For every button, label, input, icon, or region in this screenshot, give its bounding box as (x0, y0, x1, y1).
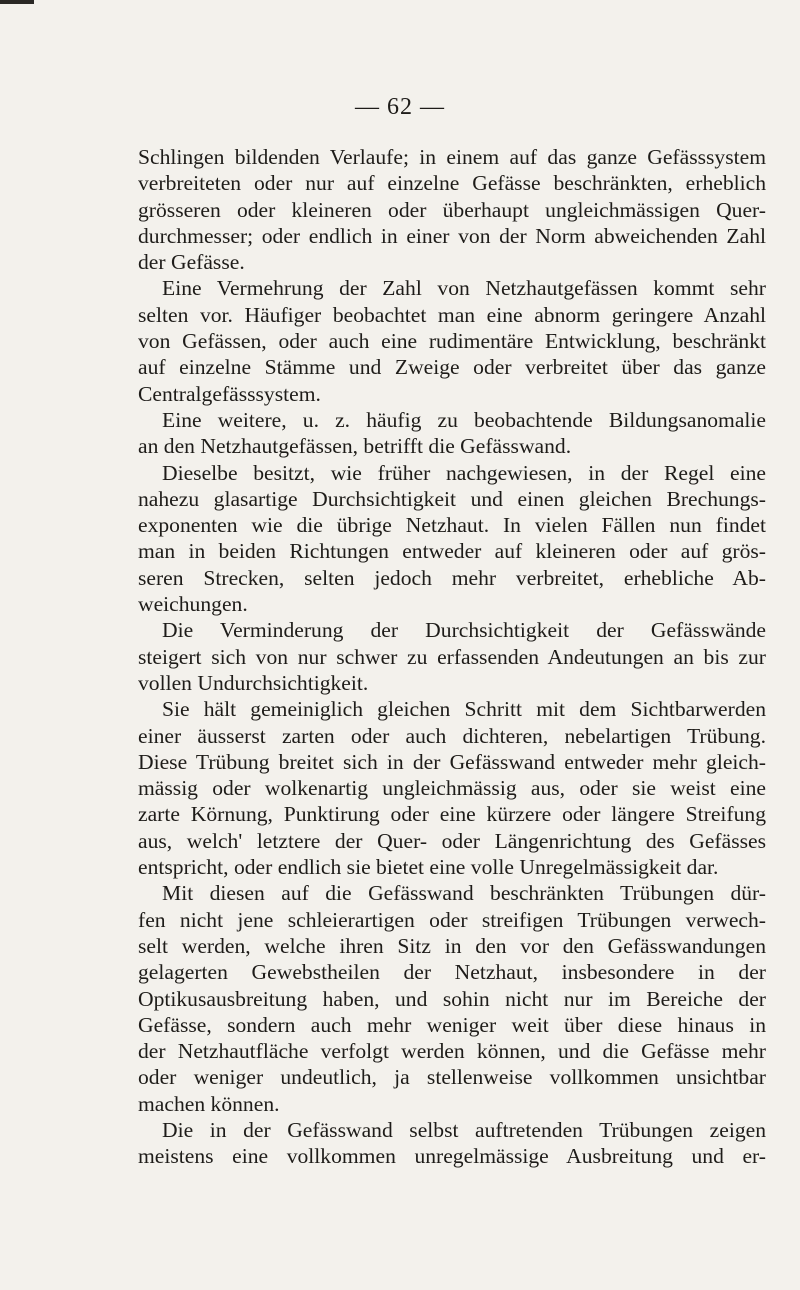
text-line: machen können. (138, 1091, 280, 1116)
text-line: vollen Undurchsichtigkeit. (138, 670, 369, 695)
paragraph (138, 1117, 766, 1170)
text-line: mässig oder wolkenartig ungleichmässig aus, oder sie weist eine (138, 776, 766, 801)
text-line: weichungen. (138, 592, 248, 617)
text-line: zarte Körnung, Punktirung oder eine kürzere oder längere Streifung (138, 802, 766, 827)
text-line: gelagerten Gewebstheilen der Netzhaut, insbesondere in der (138, 960, 766, 985)
text-line: an den Netzhautgefässen, betrifft die Gefässwand. (138, 434, 572, 459)
text-line: durchmesser; oder endlich in einer von der Norm abweichenden Zahl (138, 223, 766, 248)
text-line: selt werden, welche ihren Sitz in den vor den Gefässwandungen (138, 933, 766, 958)
text-line: entspricht, oder endlich sie bietet eine volle Unregelmässigkeit dar. (138, 855, 719, 880)
text-line: Centralgefässsystem. (138, 381, 321, 406)
text-line: seren Strecken, selten jedoch mehr verbreitet, erhebliche Ab- (138, 565, 766, 590)
paragraph (138, 275, 766, 406)
text-line: meistens eine vollkommen unregelmässige Ausbreitung und er- (138, 1144, 766, 1169)
paragraph (138, 460, 766, 618)
text-line: oder weniger undeutlich, ja stellenweise vollkommen unsichtbar (138, 1065, 766, 1090)
text-line: nahezu glasartige Durchsichtigkeit und einen gleichen Brechungs- (138, 486, 766, 511)
text-line: auf einzelne Stämme und Zweige oder verbreitet über das ganze (138, 355, 766, 380)
text-line: aus, welch' letztere der Quer- oder Längenrichtung des Gefässes (138, 828, 766, 853)
paragraph (138, 407, 766, 460)
text-line: Gefässe, sondern auch mehr weniger weit über diese hinaus in (138, 1012, 766, 1037)
document-body (138, 144, 766, 1170)
text-line: exponenten wie die übrige Netzhaut. In vielen Fällen nun findet (138, 513, 766, 538)
text-line: fen nicht jene schleierartigen oder streifigen Trübungen verwech- (138, 907, 766, 932)
text-line: Mit diesen auf die Gefässwand beschränkten Trübungen dür- (162, 881, 766, 906)
text-line: von Gefässen, oder auch eine rudimentäre Entwicklung, beschränkt (138, 329, 766, 354)
text-line: steigert sich von nur schwer zu erfassenden Andeutungen an bis zur (138, 644, 766, 669)
paragraph (138, 144, 766, 275)
text-line: Die in der Gefässwand selbst auftretenden Trübungen zeigen (162, 1117, 766, 1142)
text-line: Eine Vermehrung der Zahl von Netzhautgefässen kommt sehr (162, 276, 766, 301)
text-line: Dieselbe besitzt, wie früher nachgewiesen, in der Regel eine (162, 460, 766, 485)
text-line: selten vor. Häufiger beobachtet man eine abnorm geringere Anzahl (138, 302, 766, 327)
text-line: man in beiden Richtungen entweder auf kleineren oder auf grös- (138, 539, 766, 564)
text-line: Sie hält gemeiniglich gleichen Schritt mit dem Sichtbarwerden (162, 697, 766, 722)
paragraph (138, 880, 766, 1117)
scan-corner-mark (0, 0, 34, 4)
page-number: — 62 — (355, 94, 445, 120)
text-line: der Netzhautfläche verfolgt werden können, und die Gefässe mehr (138, 1039, 766, 1064)
text-line: einer äusserst zarten oder auch dichteren, nebelartigen Trübung. (138, 723, 766, 748)
text-line: Schlingen bildenden Verlaufe; in einem auf das ganze Gefässsystem (138, 145, 766, 169)
paragraph (138, 696, 766, 880)
paragraph (138, 617, 766, 696)
text-line: Die Verminderung der Durchsichtigkeit der Gefässwände (162, 618, 766, 643)
text-line: Optikusausbreitung haben, und sohin nicht nur im Bereiche der (138, 986, 766, 1011)
text-line: verbreiteten oder nur auf einzelne Gefässe beschränkten, erheblich (138, 171, 766, 196)
text-line: grösseren oder kleineren oder überhaupt ungleichmässigen Quer- (138, 197, 766, 222)
text-line: Eine weitere, u. z. häufig zu beobachtende Bildungsanomalie (162, 407, 766, 432)
text-line: Diese Trübung breitet sich in der Gefässwand entweder mehr gleich- (138, 749, 766, 774)
text-line: der Gefässe. (138, 250, 245, 275)
